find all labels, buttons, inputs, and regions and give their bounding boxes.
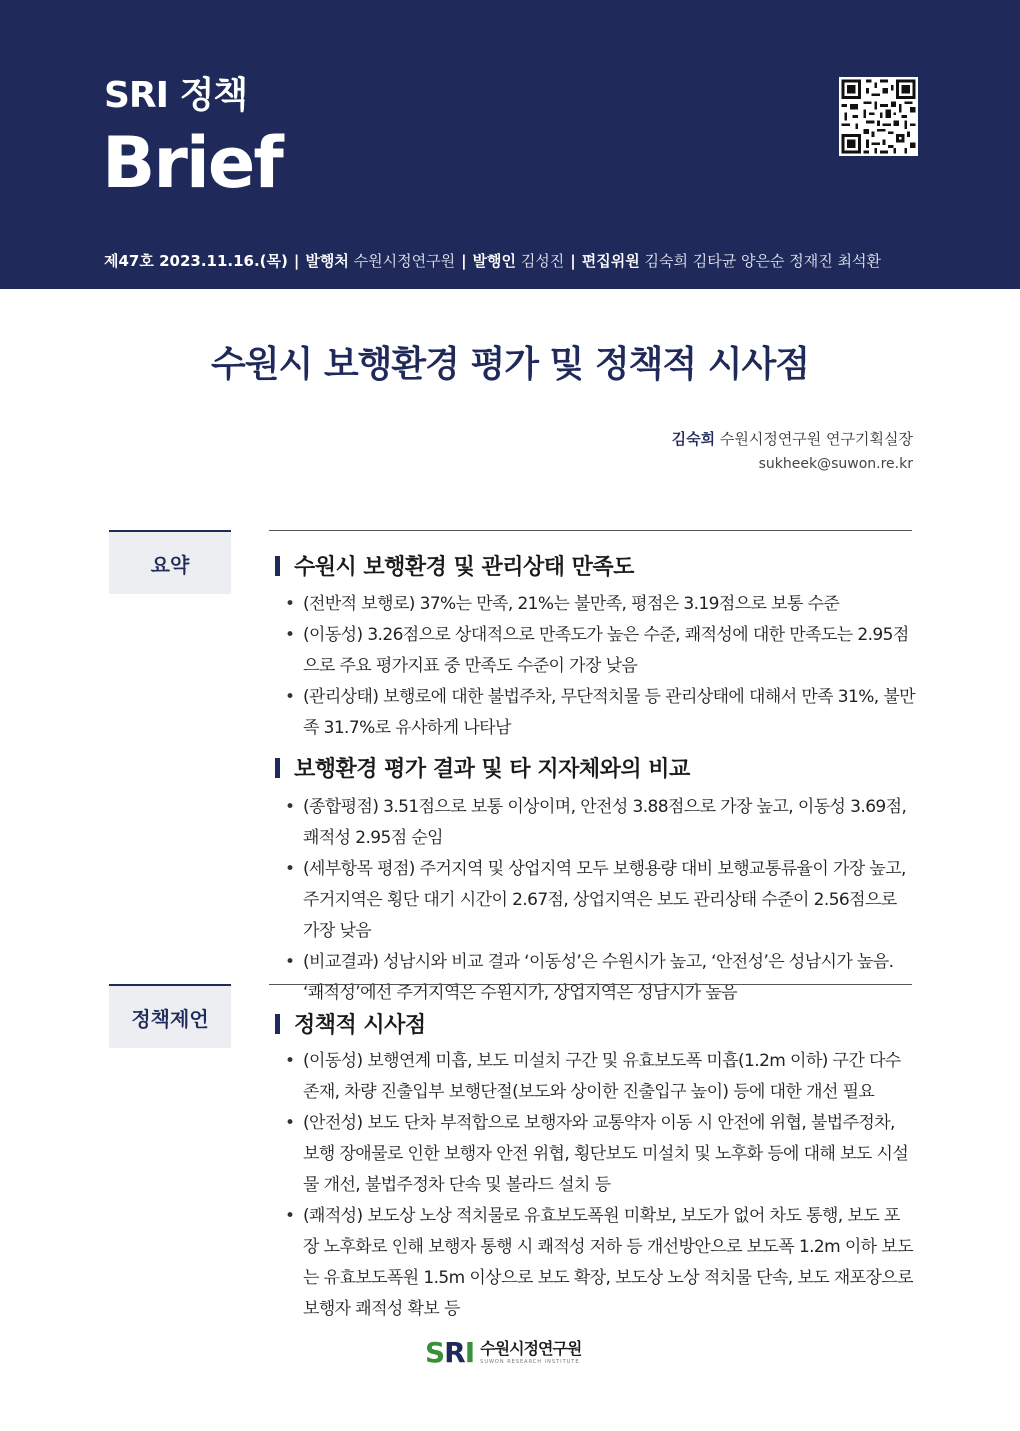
summary-tag: 요약 <box>109 530 231 594</box>
list-item: • (종합평점) 3.51점으로 보통 이상이며, 안전성 3.88점으로 가장 높고, 이동성 3.69점, 쾌적성 2.95점 순임 <box>285 792 915 854</box>
list-item: • (비교결과) 성남시와 비교 결과 ‘이동성’은 수원시가 높고, ‘안전성’은 성남시가 높음. ‘쾌적성’에선 주거지역은 수원시가, 상업지역은 성남시가 높음 <box>285 947 915 1009</box>
list-item: • (세부항목 평점) 주거지역 및 상업지역 모두 보행용량 대비 보행교통류율이 가장 높고, 주거지역은 횡단 대기 시간이 2.67점, 상업지역은 보도 관리상태 수준이 2.56점으로 가장 낮음 <box>285 854 915 947</box>
issue-number: 제47호 2023.11.16.(목) <box>104 252 288 270</box>
org-name-en: SUWON RESEARCH INSTITUTE <box>480 1359 580 1365</box>
list-item: • (쾌적성) 보도상 노상 적치물로 유효보도폭원 미확보, 보도가 없어 차도 통행, 보도 포장 노후화로 인해 보행자 통행 시 쾌적성 저하 등 개선방안으로 보도폭 1.2m 이하 보도는 유효보도폭원 1.5m 이상으로 보도 확장, 보도상 노상 적치물 단속, 보도 재포장으로 보행자 쾌적성 확보 등 <box>285 1201 915 1325</box>
author-affiliation: 수원시정연구원 연구기획실장 <box>719 430 913 448</box>
brand-title-bottom: Brief <box>102 122 282 204</box>
org-name: 수원시정연구원 <box>480 1339 582 1358</box>
publisher-value: 수원시정연구원 <box>353 252 456 270</box>
issue-meta-line: 제47호 2023.11.16.(목) | 발행처 수원시정연구원 | 발행인 김성진 | 편집위원 김숙희 김타균 양은순 정재진 최석환 <box>104 252 881 270</box>
summary-divider <box>269 530 912 531</box>
section-heading: 수원시 보행환경 및 관리상태 만족도 <box>275 550 634 581</box>
policy-tag: 정책제언 <box>109 984 231 1048</box>
heading-bar <box>275 1014 280 1034</box>
bullet-list <box>285 792 915 1009</box>
list-item: • (안전성) 보도 단차 부적합으로 보행자와 교통약자 이동 시 안전에 위협, 불법주정차, 보행 장애물로 인한 보행자 안전 위협, 횡단보도 미설치 및 노후화 등에 대해 보도 시설물 개선, 불법주정차 단속 및 볼라드 설치 등 <box>285 1108 915 1201</box>
header-banner <box>0 0 1020 289</box>
author-line <box>672 428 913 449</box>
publisher-label: 발행처 <box>305 252 349 270</box>
sri-logo-mark: SRI <box>425 1336 475 1369</box>
list-item: • (관리상태) 보행로에 대한 불법주차, 무단적치물 등 관리상태에 대해서 만족 31%, 불만족 31.7%로 유사하게 나타남 <box>285 682 915 744</box>
list-item: • (이동성) 보행연계 미흡, 보도 미설치 구간 및 유효보도폭 미흡(1.2m 이하) 구간 다수 존재, 차량 진출입부 보행단절(보도와 상이한 진출입구 높이) 등에 대한 개선 필요 <box>285 1046 915 1108</box>
list-item: • (이동성) 3.26점으로 상대적으로 만족도가 높은 수준, 쾌적성에 대한 만족도는 2.95점으로 주요 평가지표 중 만족도 수준이 가장 낮음 <box>285 620 915 682</box>
policy-divider <box>269 984 912 985</box>
document-title: 수원시 보행환경 평가 및 정책적 시사점 <box>210 344 810 385</box>
issuer-value: 김성진 <box>520 252 565 270</box>
author-name: 김숙희 <box>671 430 716 448</box>
author-email[interactable]: sukheek@suwon.re.kr <box>758 456 913 472</box>
heading-bar <box>275 758 280 778</box>
footer-logo <box>425 1338 581 1368</box>
section-heading: 보행환경 평가 결과 및 타 지자체와의 비교 <box>275 752 690 783</box>
logo-text <box>480 1341 581 1365</box>
issuer-label: 발행인 <box>472 252 517 270</box>
bullet-list <box>285 589 915 744</box>
brand-title-top: SRI 정책 <box>104 75 248 116</box>
editors-label: 편집위원 <box>581 252 640 270</box>
heading-bar <box>275 556 280 576</box>
section-heading: 정책적 시사점 <box>275 1008 426 1039</box>
bullet-list <box>285 1046 915 1325</box>
editors-value: 김숙희 김타균 양은순 정재진 최석환 <box>644 252 881 270</box>
list-item: • (전반적 보행로) 37%는 만족, 21%는 불만족, 평점은 3.19점으로 보통 수준 <box>285 589 915 620</box>
qr-code-icon[interactable] <box>839 77 918 156</box>
